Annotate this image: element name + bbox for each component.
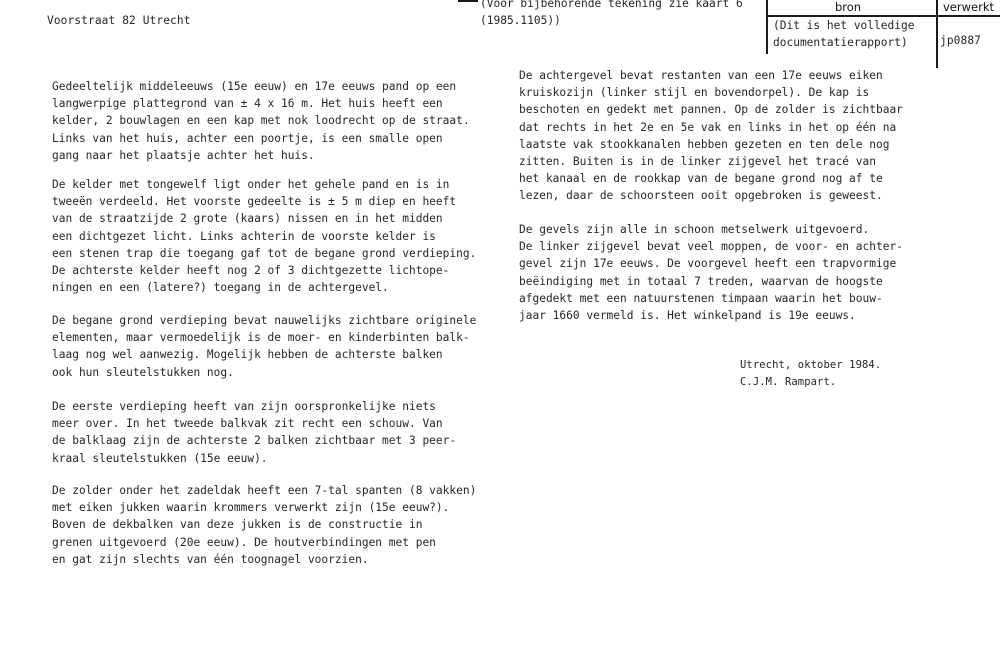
text-line: De achterste kelder heeft nog 2 of 3 dichtgezette lichtope- [52, 263, 450, 277]
bron-value [773, 17, 914, 51]
place-date: Utrecht, oktober 1984. [740, 359, 882, 371]
right-paragraph-1 [519, 67, 903, 205]
text-line: kruiskozijn (linker stijl en bovendorpel). De kap is [519, 86, 870, 100]
author-name: C.J.M. Rampart. [740, 376, 837, 388]
text-line: en gat zijn slechts van één toognagel voorzien. [52, 552, 369, 566]
text-line: van de straatzijde 2 grote (kaars) nissen en in het midden [52, 212, 443, 226]
left-paragraph-4 [52, 398, 456, 467]
text-line: meer over. In het tweede balkvak zit recht een schouw. Van [52, 417, 443, 431]
text-line: De achtergevel bevat restanten van een 17e eeuws eiken [519, 69, 883, 82]
text-line: beëindiging met in totaal 7 treden, waarvan de hoogste [519, 274, 883, 288]
bron-line: documentatierapport) [773, 36, 908, 50]
verwerkt-value: jp0887 [940, 34, 982, 47]
text-line: De begane grond verdieping bevat nauwelijks zichtbare originele [52, 314, 477, 327]
left-paragraph-5 [52, 482, 476, 568]
text-line: de balklaag zijn de achterste 2 balken zichtbaar met 3 peer- [52, 434, 457, 448]
text-line: zitten. Buiten is in de linker zijgevel het tracé van [519, 154, 876, 168]
text-line: kelder, 2 bouwlagen en een kap met nok loodrecht op de straat. [52, 114, 470, 128]
text-line: een stenen trap die toegang gaf tot de begane grond verdieping. [52, 246, 477, 260]
text-line: langwerpige plattegrond van ± 4 x 16 m. Het huis heeft een [52, 97, 443, 111]
box-rule-top-left [458, 0, 478, 2]
right-paragraph-2 [519, 221, 903, 324]
text-line: tweeën verdeeld. Het voorste gedeelte is ± 5 m diep en heeft [52, 195, 457, 209]
text-line: beschoten en gedekt met pannen. Op de zolder is zichtbaar [519, 103, 903, 117]
bron-line: (Dit is het volledige [773, 19, 915, 32]
text-line: De eerste verdieping heeft van zijn oorspronkelijke niets [52, 400, 436, 413]
address: Voorstraat 82 Utrecht [47, 14, 191, 27]
drawing-note-line: (1985.1105)) [480, 14, 561, 28]
text-line: laag nog wel aanwezig. Mogelijk hebben de achterste balken [52, 348, 443, 362]
text-line: De linker zijgevel bevat veel moppen, de voor- en achter- [519, 240, 903, 254]
text-line: afgedekt met een natuurstenen timpaan waarin het bouw- [519, 291, 883, 305]
text-line: een dichtgezet licht. Links achterin de voorste kelder is [52, 229, 436, 243]
text-line: kraal sleutelstukken (15e eeuw). [52, 451, 268, 465]
text-line: Links van het huis, achter een poortje, is een smalle open [52, 131, 443, 145]
text-line: met eiken jukken waarin krommers verwerkt zijn (15e eeuw?). [52, 501, 450, 515]
left-paragraph-3 [52, 312, 476, 381]
text-line: gang naar het plaatsje achter het huis. [52, 148, 315, 162]
text-line: ook hun sleutelstukken nog. [52, 365, 234, 379]
text-line: De zolder onder het zadeldak heeft een 7-tal spanten (8 vakken) [52, 484, 477, 497]
box-left-border [766, 0, 768, 54]
text-line: gevel zijn 17e eeuws. De voorgevel heeft een trapvormige [519, 257, 897, 271]
box-divider [936, 0, 938, 68]
text-line: De gevels zijn alle in schoon metselwerk uitgevoerd. [519, 223, 870, 236]
left-paragraph-2 [52, 176, 476, 296]
drawing-note-line: (Voor bijbehorende tekening zie kaart 6 [480, 0, 743, 10]
text-line: elementen, maar vermoedelijk is de moer- en kinderbinten balk- [52, 331, 470, 345]
text-line: Boven de dekbalken van deze jukken is de constructie in [52, 518, 423, 532]
text-line: Gedeeltelijk middeleeuws (15e eeuw) en 17e eeuws pand op een [52, 80, 457, 93]
left-paragraph-1 [52, 78, 470, 164]
text-line: het kanaal en de rookkap van de begane grond nog af te [519, 172, 883, 186]
drawing-note [480, 0, 743, 29]
text-line: laatste vak stookkanalen hebben gezeten en ten dele nog [519, 137, 890, 151]
text-line: grenen uitgevoerd (20e eeuw). De houtverbindingen met pen [52, 535, 436, 549]
verwerkt-label: verwerkt [943, 0, 994, 14]
bron-label: bron [835, 0, 862, 14]
text-line: dat rechts in het 2e en 5e vak en links in het op één na [519, 120, 897, 134]
text-line: lezen, daar de schoorsteen ooit opgebroken is geweest. [519, 189, 883, 203]
text-line: De kelder met tongewelf ligt onder het gehele pand en is in [52, 178, 450, 191]
text-line: ningen en een (latere?) toegang in de achtergevel. [52, 281, 389, 295]
text-line: jaar 1660 vermeld is. Het winkelpand is 19e eeuws. [519, 308, 856, 322]
